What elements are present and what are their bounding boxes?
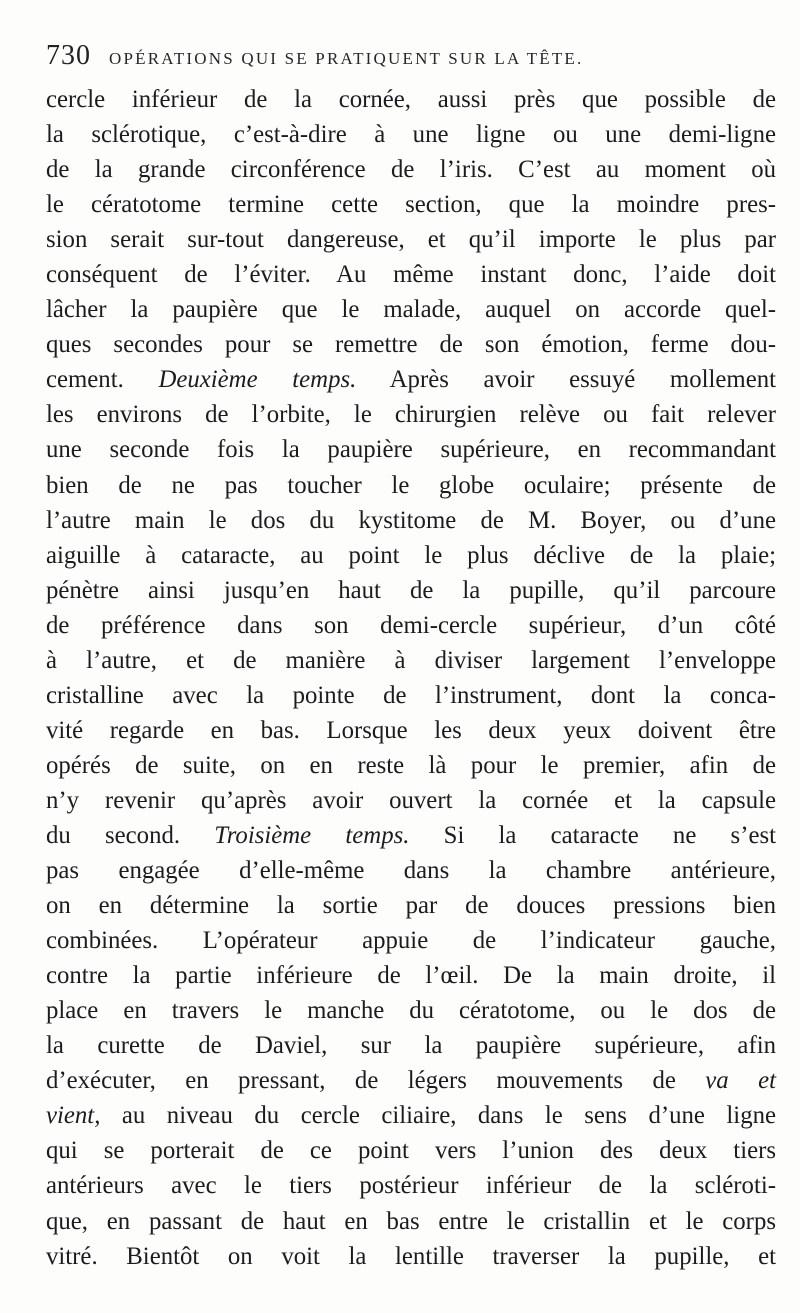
text-segment: qui se porterait de ce point vers l’union des deux tiers <box>46 1137 776 1165</box>
text-line <box>46 958 776 993</box>
text-line <box>46 187 776 222</box>
text-segment: contre la partie inférieure de l’œil. De la main droite, il <box>46 962 776 990</box>
text-segment: Après avoir essuyé mollement <box>356 366 776 394</box>
text-segment: ques secondes pour se remettre de son émotion, ferme dou- <box>46 331 776 359</box>
text-segment: pas engagée d’elle-même dans la chambre antérieure, <box>46 857 776 885</box>
text-segment: bien de ne pas toucher le globe oculaire; présente de <box>46 471 776 499</box>
text-line <box>46 783 776 818</box>
text-segment: n’y revenir qu’après avoir ouvert la cornée et la capsule <box>46 786 776 814</box>
text-line <box>46 1239 776 1274</box>
text-segment: vitré. Bientôt on voit la lentille traverser la pupille, et <box>46 1242 776 1270</box>
text-segment: antérieurs avec le tiers postérieur inférieur de la scléroti- <box>46 1172 776 1200</box>
text-segment: aiguille à cataracte, au point le plus déclive de la plaie; <box>46 541 776 569</box>
text-line <box>46 643 776 678</box>
text-line <box>46 1098 776 1133</box>
text-line <box>46 257 776 292</box>
body-text <box>46 82 776 1274</box>
italic-text-segment: Deuxième temps. <box>158 366 357 394</box>
text-segment: du second. <box>46 821 215 849</box>
italic-text-segment: Troisième temps. <box>214 821 410 849</box>
text-segment: on en détermine la sortie par de douces pressions bien <box>46 892 776 920</box>
text-line <box>46 1204 776 1239</box>
text-segment: Si la cataracte ne s’est <box>409 821 776 849</box>
text-line <box>46 152 776 187</box>
text-segment: les environs de l’orbite, le chirurgien relève ou fait relever <box>46 401 776 429</box>
text-line <box>46 608 776 643</box>
text-segment: pénètre ainsi jusqu’en haut de la pupille, qu’il parcoure <box>46 576 776 604</box>
text-line <box>46 573 776 608</box>
text-line <box>46 1028 776 1063</box>
text-line <box>46 397 776 432</box>
text-line <box>46 993 776 1028</box>
text-segment: vité regarde en bas. Lorsque les deux yeux doivent être <box>46 716 776 744</box>
text-segment: opérés de suite, on en reste là pour le premier, afin de <box>46 751 776 779</box>
text-segment: d’exécuter, en pressant, de légers mouvements de <box>46 1067 706 1095</box>
text-segment: cercle inférieur de la cornée, aussi près que possible de <box>46 86 776 113</box>
running-head: OPÉRATIONS QUI SE PRATIQUENT SUR LA TÊTE. <box>109 49 584 68</box>
text-line <box>46 678 776 713</box>
text-line <box>46 853 776 888</box>
text-line <box>46 222 776 257</box>
text-line <box>46 468 776 503</box>
text-line <box>46 327 776 362</box>
text-line <box>46 1133 776 1168</box>
text-line <box>46 503 776 538</box>
text-segment: cement. <box>46 366 159 394</box>
text-line <box>46 923 776 958</box>
page-number: 730 <box>46 40 91 71</box>
text-segment: que, en passant de haut en bas entre le cristallin et le corps <box>46 1207 776 1235</box>
text-segment: lâcher la paupière que le malade, auquel on accorde quel- <box>46 296 776 324</box>
text-line <box>46 362 776 397</box>
text-line <box>46 432 776 467</box>
text-segment: au niveau du cercle ciliaire, dans le sens d’une ligne <box>100 1102 776 1130</box>
text-line <box>46 292 776 327</box>
text-segment: combinées. L’opérateur appuie de l’indicateur gauche, <box>46 927 776 955</box>
text-segment: une seconde fois la paupière supérieure, en recommandant <box>46 436 776 464</box>
text-segment: à l’autre, et de manière à diviser largement l’enveloppe <box>46 646 776 674</box>
text-line <box>46 1168 776 1203</box>
text-line <box>46 117 776 152</box>
text-line <box>46 1063 776 1098</box>
text-line <box>46 82 776 117</box>
text-segment: place en travers le manche du cératotome, ou le dos de <box>46 997 776 1025</box>
text-segment: le cératotome termine cette section, que la moindre pres- <box>46 191 776 219</box>
text-line <box>46 748 776 783</box>
text-line <box>46 818 776 853</box>
text-line <box>46 713 776 748</box>
text-segment: cristalline avec la pointe de l’instrument, dont la conca- <box>46 681 776 709</box>
text-line <box>46 888 776 923</box>
italic-text-segment: va et <box>705 1067 777 1095</box>
italic-text-segment: vient, <box>46 1102 101 1130</box>
text-segment: de préférence dans son demi-cercle supérieur, d’un côté <box>46 611 776 639</box>
text-segment: conséquent de l’éviter. Au même instant donc, l’aide doit <box>46 261 776 289</box>
text-line <box>46 538 776 573</box>
text-segment: la sclérotique, c’est-à-dire à une ligne ou une demi-ligne <box>46 121 776 149</box>
page-header <box>46 40 776 74</box>
text-segment: sion serait sur-tout dangereuse, et qu’il importe le plus par <box>46 226 776 254</box>
text-segment: la curette de Daviel, sur la paupière supérieure, afin <box>46 1032 776 1060</box>
text-segment: de la grande circonférence de l’iris. C’est au moment où <box>46 156 776 184</box>
text-segment: l’autre main le dos du kystitome de M. Boyer, ou d’une <box>46 506 776 534</box>
